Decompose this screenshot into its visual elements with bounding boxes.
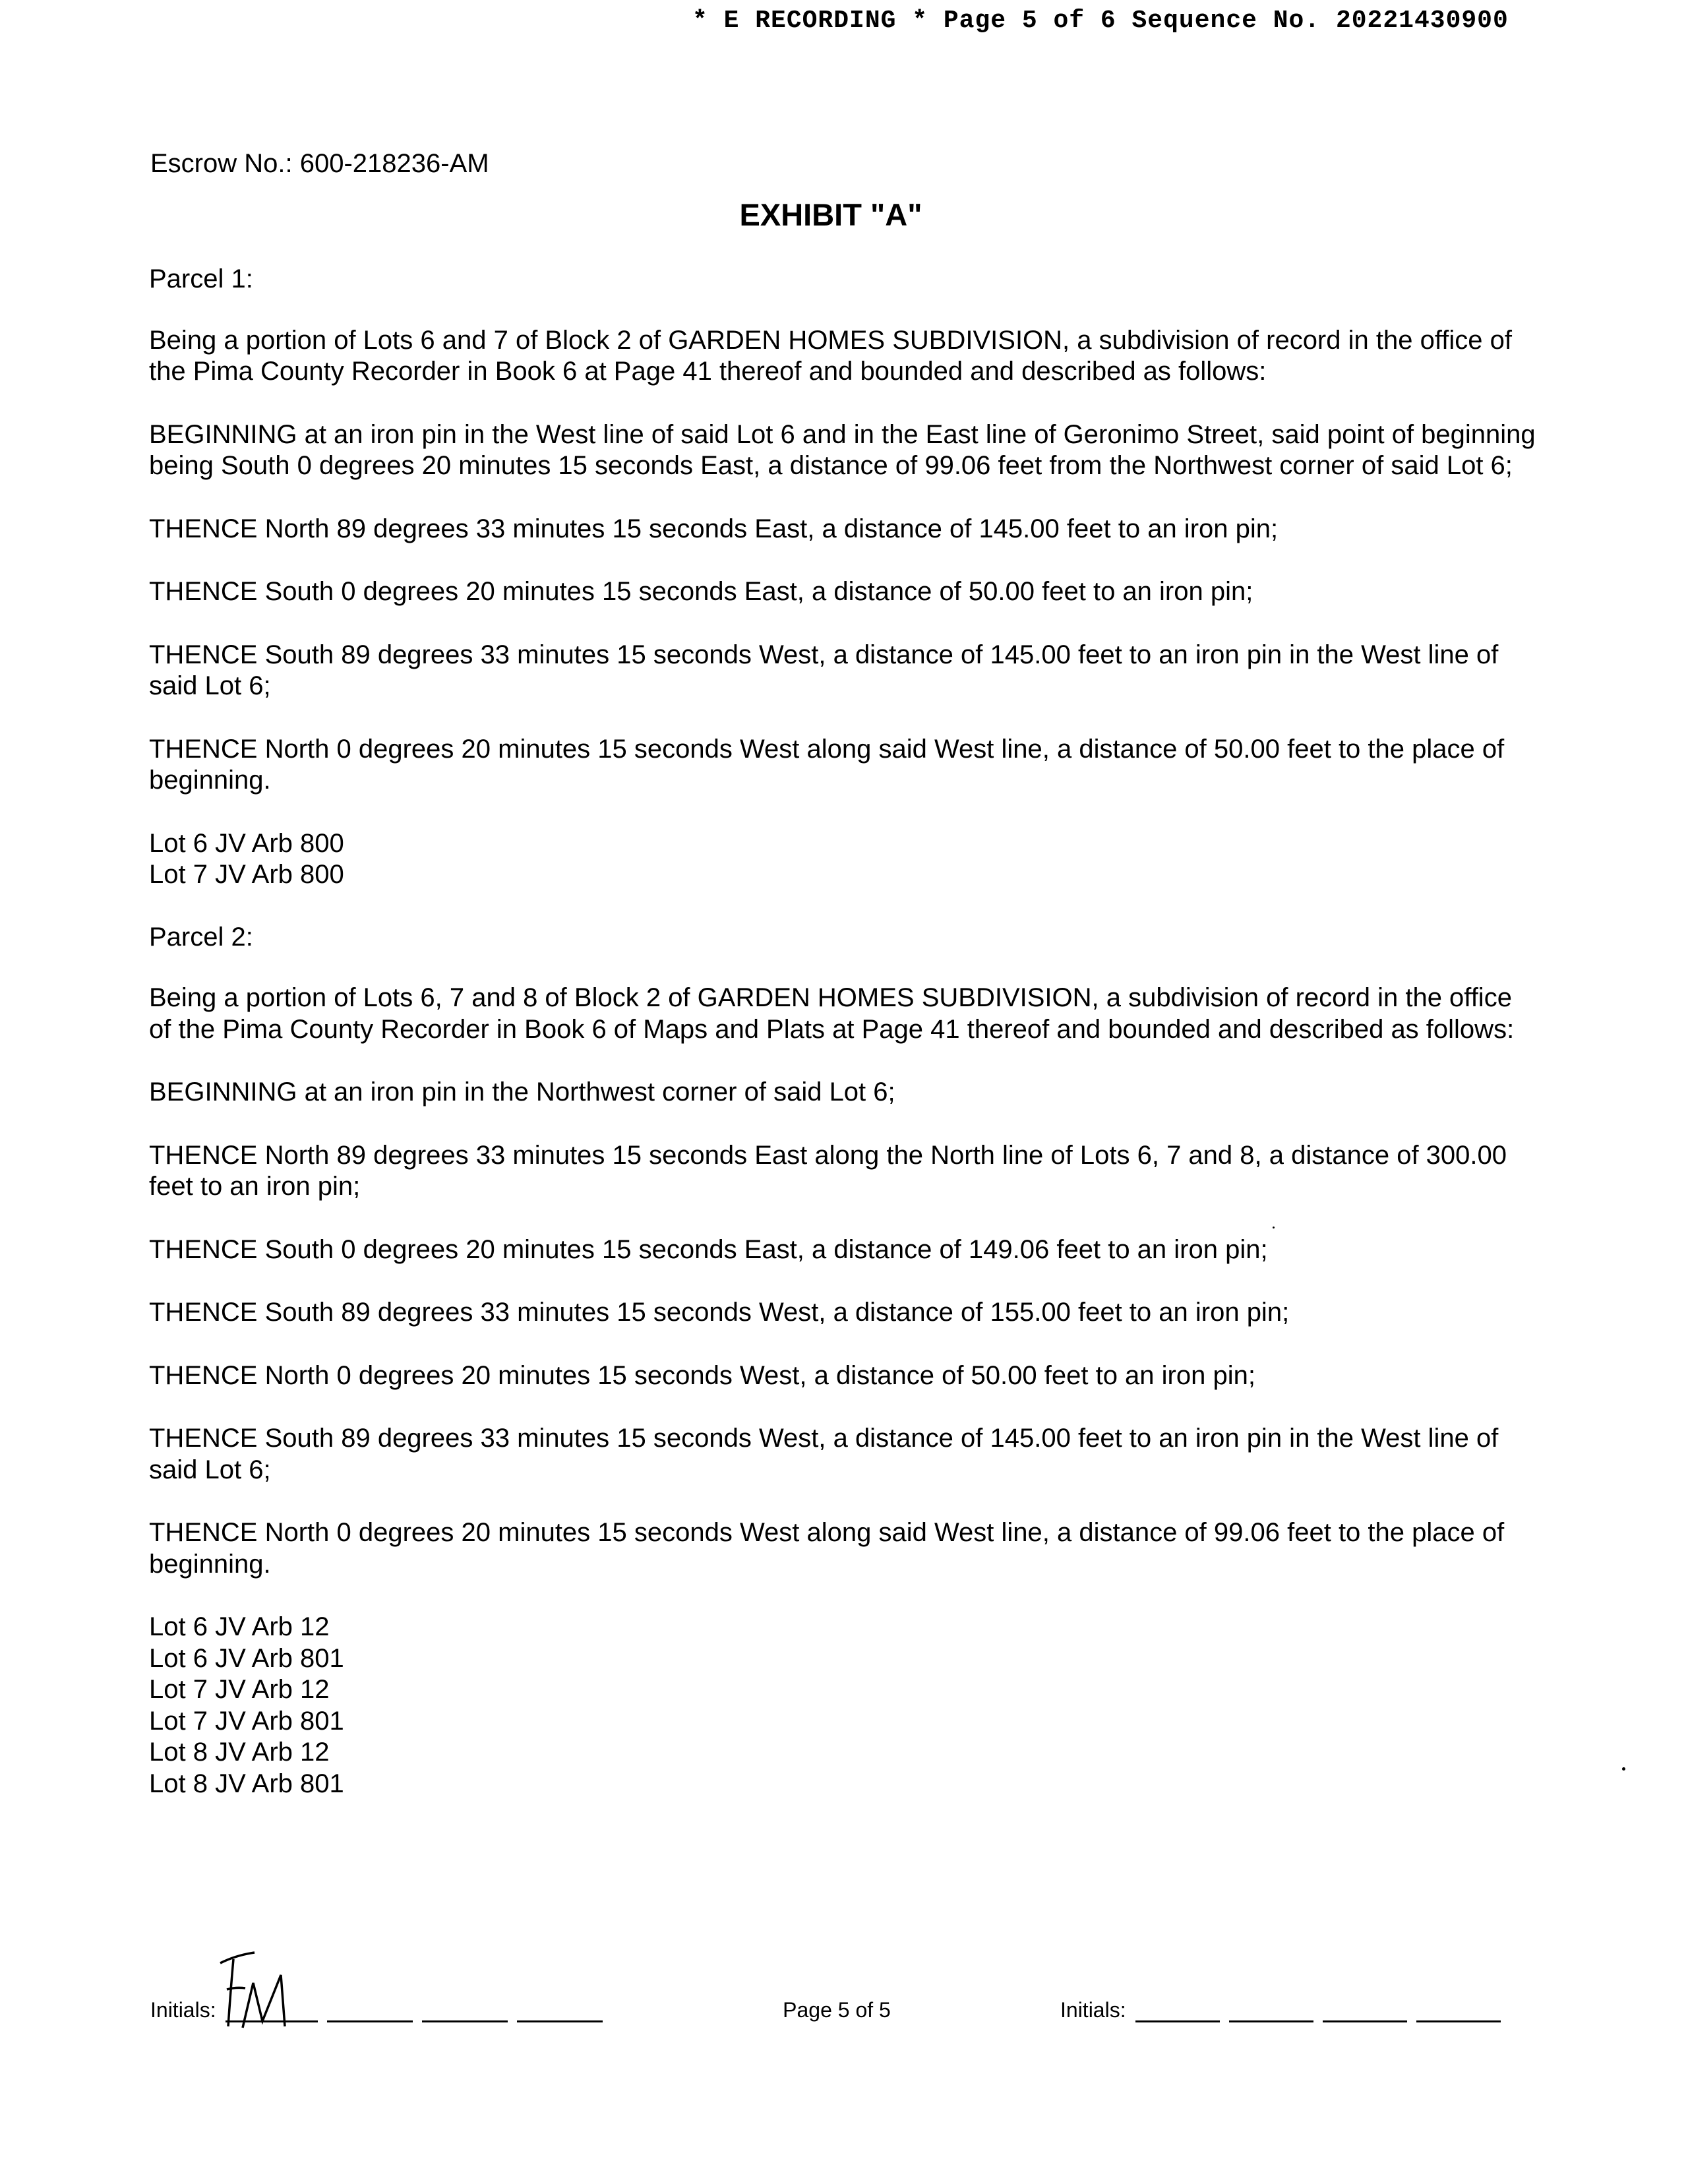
lot-entry: Lot 8 JV Arb 12	[149, 1738, 330, 1767]
parcel-2-paragraph: THENCE North 89 degrees 33 minutes 15 seconds East along the North line of Lots 6, 7 and 8, a distance of 300.00 feet to an iron pin;	[149, 1140, 1507, 1201]
parcel-1-paragraph: THENCE South 0 degrees 20 minutes 15 seconds East, a distance of 50.00 feet to an iron pin;	[149, 577, 1253, 606]
initials-blank	[1135, 2001, 1220, 2022]
lot-entry: Lot 8 JV Arb 801	[149, 1769, 344, 1798]
escrow-value: 600-218236-AM	[299, 149, 489, 178]
initials-blank	[1229, 2001, 1313, 2022]
parcel-1-paragraph: THENCE South 89 degrees 33 minutes 15 seconds West, a distance of 145.00 feet to an iron pin in the West line of said Lot 6;	[149, 640, 1499, 700]
legal-description	[149, 264, 1540, 1831]
parcel-2-paragraph: THENCE South 0 degrees 20 minutes 15 seconds East, a distance of 149.06 feet to an iron pin;	[149, 1234, 1268, 1264]
initials-blank	[1416, 2001, 1501, 2022]
parcel-2-paragraph: THENCE North 0 degrees 20 minutes 15 seconds West, a distance of 50.00 feet to an iron pin;	[149, 1360, 1255, 1390]
parcel-1-paragraph: THENCE North 0 degrees 20 minutes 15 seconds West along said West line, a distance of 50.00 feet to the place of beginning.	[149, 734, 1505, 795]
initials-right	[1060, 1998, 1501, 2022]
parcel-2-lot-list	[149, 1612, 1540, 1800]
parcel-1-paragraph: BEGINNING at an iron pin in the West line of said Lot 6 and in the East line of Geronimo Street, said point of beginning being South 0 degrees 20 minutes 15 seconds East, a distance of 99.06 feet from the Northwest corner of said Lot 6;	[149, 419, 1536, 480]
lot-entry: Lot 7 JV Arb 800	[149, 860, 344, 889]
parcel-2-label: Parcel 2:	[149, 922, 253, 952]
parcel-2-paragraph: THENCE South 89 degrees 33 minutes 15 seconds West, a distance of 155.00 feet to an iron pin;	[149, 1298, 1290, 1327]
recording-header: * E RECORDING * Page 5 of 6 Sequence No. 20221430900	[692, 7, 1509, 35]
parcel-1-lot-list	[149, 828, 1540, 891]
lot-entry: Lot 6 JV Arb 12	[149, 1612, 330, 1641]
parcel-2-paragraph: BEGINNING at an iron pin in the Northwest corner of said Lot 6;	[149, 1077, 895, 1107]
parcel-2-paragraph: THENCE South 89 degrees 33 minutes 15 seconds West, a distance of 145.00 feet to an iron pin in the West line of said Lot 6;	[149, 1424, 1499, 1484]
initials-label: Initials:	[1060, 1998, 1126, 2022]
lot-entry: Lot 6 JV Arb 800	[149, 828, 344, 858]
lot-entry: Lot 7 JV Arb 801	[149, 1706, 344, 1736]
initials-blank	[1323, 2001, 1407, 2022]
parcel-1-paragraph: THENCE North 89 degrees 33 minutes 15 seconds East, a distance of 145.00 feet to an iron pin;	[149, 514, 1279, 543]
parcel-2-paragraph: THENCE North 0 degrees 20 minutes 15 seconds West along said West line, a distance of 99.06 feet to the place of beginning.	[149, 1518, 1505, 1579]
parcel-1-paragraph: Being a portion of Lots 6 and 7 of Block 2 of GARDEN HOMES SUBDIVISION, a subdivision of record in the office of the Pima County Recorder in Book 6 at Page 41 thereof and bounded and described as follows:	[149, 325, 1512, 386]
exhibit-title: EXHIBIT "A"	[739, 197, 922, 232]
lot-entry: Lot 6 JV Arb 801	[149, 1643, 344, 1673]
parcel-2-paragraph: Being a portion of Lots 6, 7 and 8 of Block 2 of GARDEN HOMES SUBDIVISION, a subdivision of record in the office of the Pima County Recorder in Book 6 of Maps and Plats at Page 41 thereof and bounded and described as follows:	[149, 983, 1515, 1044]
escrow-label: Escrow No.:	[150, 149, 293, 178]
page-number: Page 5 of 5	[783, 1998, 891, 2022]
parcel-1-label: Parcel 1:	[149, 264, 253, 293]
lot-entry: Lot 7 JV Arb 12	[149, 1675, 330, 1704]
scan-speck	[1273, 1227, 1275, 1228]
scan-speck	[1622, 1767, 1625, 1771]
initials-label: Initials:	[150, 1998, 216, 2022]
escrow-number	[150, 149, 489, 179]
